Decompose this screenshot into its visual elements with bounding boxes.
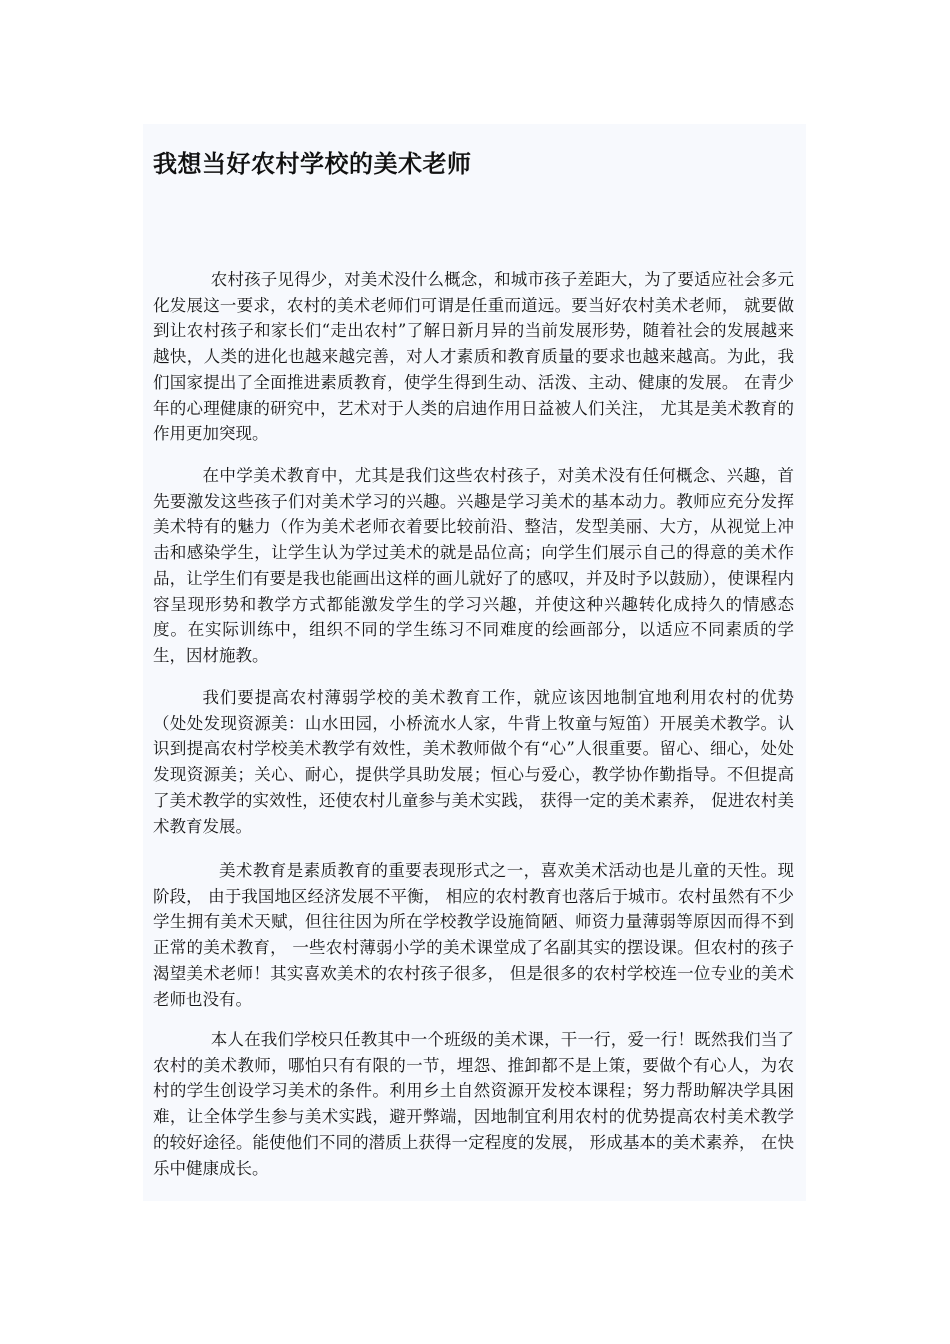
body-paragraph: 我们要提高农村薄弱学校的美术教育工作，就应该因地制宜地利用农村的优势（处处发现资源美：山水田园，小桥流水人家，牛背上牧童与短笛）开展美术教学。认识到提高农村学校美术教学有效性，美术教师做个有“心”人很重要。留心、细心，处处发现资源美；关心、耐心，提供学具助发展；恒心与爱心，教学协作勤指导。不但提高了美术教学的实效性，还使农村儿童参与美术实践， 获得一定的美术素养， 促进农村美术教育发展。	[153, 688, 794, 836]
body-paragraph: 本人在我们学校只任教其中一个班级的美术课，干一行，爱一行！既然我们当了农村的美术教师，哪怕只有有限的一节，埋怨、推卸都不是上策，要做个有心人，为农村的学生创设学习美术的条件。利用乡土自然资源开发校本课程；努力帮助解决学具困难，让全体学生参与美术实践，避开弊端，因地制宜利用农村的优势提高农村美术教学的较好途径。能使他们不同的潜质上获得一定程度的发展， 形成基本的美术素养， 在快乐中健康成长。	[153, 1030, 794, 1178]
body-paragraph: 农村孩子见得少，对美术没什么概念，和城市孩子差距大，为了要适应社会多元化发展这一要求，农村的美术老师们可谓是任重而道远。要当好农村美术老师， 就要做到让农村孩子和家长们“走出农村”了解日新月异的当前发展形势，随着社会的发展越来越快，人类的进化也越来越完善，对人才素质和教育质量的要求也越来越高。为此，我们国家提出了全面推进素质教育，使学生得到生动、活泼、主动、健康的发展。 在青少年的心理健康的研究中，艺术对于人类的启迪作用日益被人们关注， 尤其是美术教育的作用更加突现。	[153, 270, 794, 444]
page-title: 我想当好农村学校的美术老师	[153, 150, 472, 178]
body-paragraph: 美术教育是素质教育的重要表现形式之一，喜欢美术活动也是儿童的天性。现阶段， 由于我国地区经济发展不平衡， 相应的农村教育也落后于城市。农村虽然有不少学生拥有美术天赋，但往往因为所在学校教学设施简陋、师资力量薄弱等原因而得不到正常的美术教育， 一些农村薄弱小学的美术课堂成了名副其实的摆设课。但农村的孩子渴望美术老师！其实喜欢美术的农村孩子很多， 但是很多的农村学校连一位专业的美术老师也没有。	[153, 861, 794, 1009]
body-paragraph: 在中学美术教育中，尤其是我们这些农村孩子，对美术没有任何概念、兴趣，首先要激发这些孩子们对美术学习的兴趣。兴趣是学习美术的基本动力。教师应充分发挥美术特有的魅力（作为美术老师衣着要比较前沿、整洁，发型美丽、大方，从视觉上冲击和感染学生，让学生认为学过美术的就是品位高；向学生们展示自己的得意的美术作品，让学生们有要是我也能画出这样的画儿就好了的感叹，并及时予以鼓励），使课程内容呈现形势和教学方式都能激发学生的学习兴趣，并使这种兴趣转化成持久的情感态度。在实际训练中，组织不同的学生练习不同难度的绘画部分，以适应不同素质的学生，因材施教。	[153, 466, 794, 665]
